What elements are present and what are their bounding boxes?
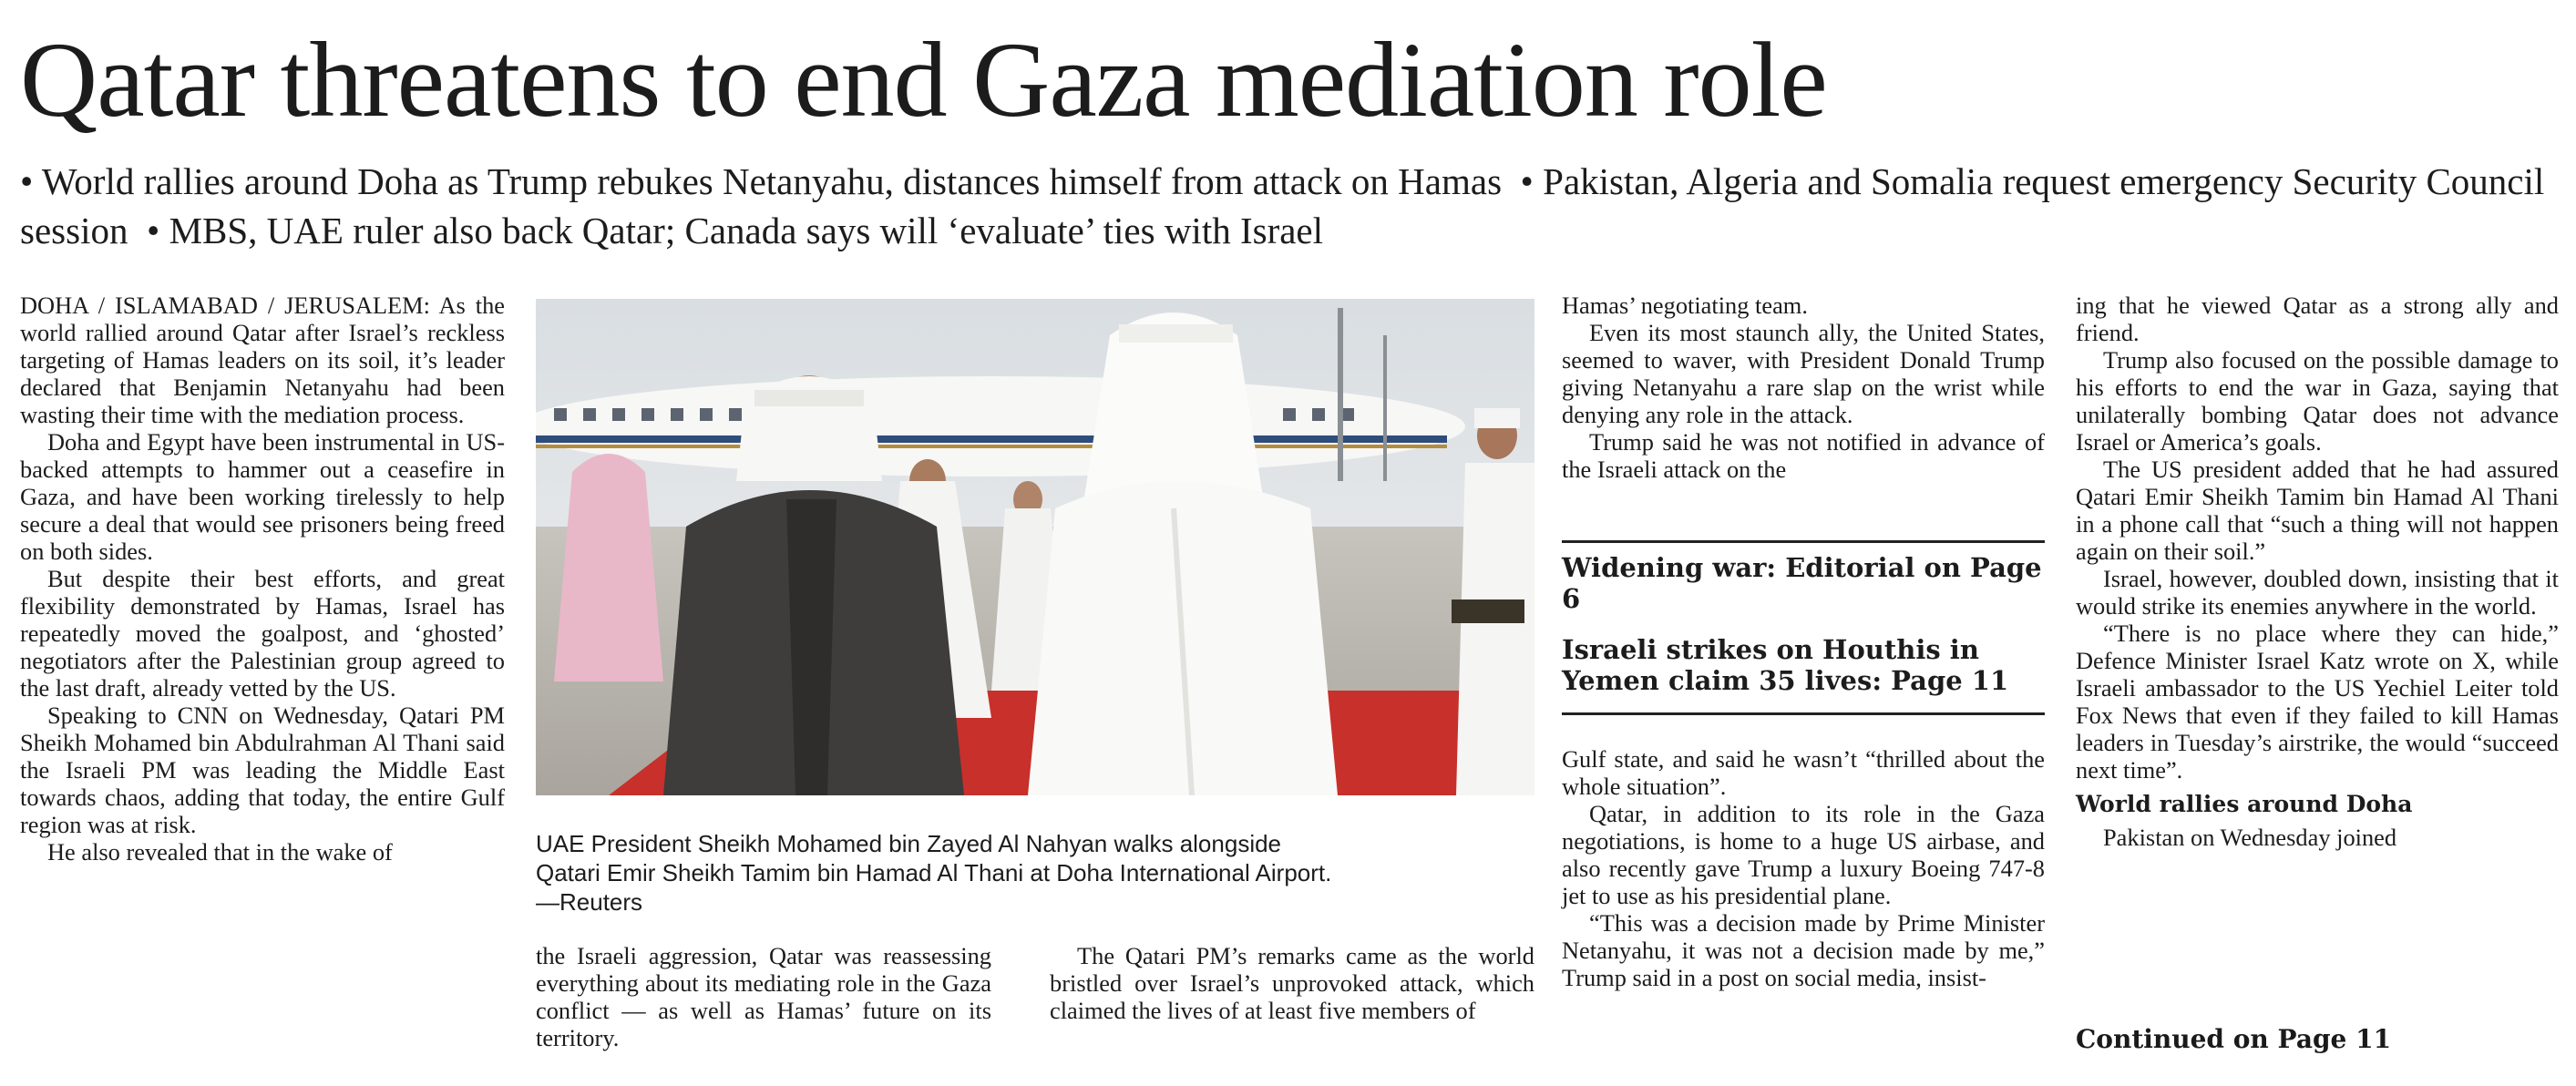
caption-line: Qatari Emir Sheikh Tamim bin Hamad Al Thani at Doha International Airport.: [536, 859, 1332, 886]
promo-editorial[interactable]: Widening war: Editorial on Page 6: [1562, 552, 2042, 614]
subhead: World rallies around Doha: [2076, 791, 2413, 817]
body-paragraph: Doha and Egypt have been instrumental in US-backed attempts to hammer out a ceasefire in Gaza, and have been working tirelessly to help secure a deal that would see prisoners being freed on both sides.: [20, 428, 505, 565]
body-paragraph: Hamas’ negotiating team.: [1562, 292, 1808, 319]
body-paragraph: the Israeli aggression, Qatar was reassessing everything about its mediating role in the Gaza conflict — as well as Hamas’ future on its territory.: [536, 942, 991, 1051]
photo-illustration: [536, 299, 1534, 795]
deck-bullet: •: [1520, 160, 1534, 202]
article-column-1: [20, 292, 505, 866]
article-column-5: [2076, 292, 2559, 851]
deck-item: Pakistan, Algeria and Somalia request emergency Security Council session: [20, 160, 2545, 251]
caption-credit: —Reuters: [536, 888, 643, 916]
promo-rule-bottom: [1562, 712, 2045, 715]
headline: Qatar threatens to end Gaza mediation role: [20, 20, 1827, 139]
promo-houthis[interactable]: Israeli strikes on Houthis in Yemen claim 35 lives: Page 11: [1562, 634, 2009, 696]
news-photo: [536, 299, 1534, 795]
article-column-2: [536, 942, 991, 1051]
body-paragraph: Trump said he was not notified in advance of the Israeli attack on the: [1562, 428, 2045, 483]
body-paragraph: Qatar, in addition to its role in the Gaza negotiations, is home to a huge US airbase, and also recently gave Trump a luxury Boeing 747-8 jet to use as his presidential plane.: [1562, 800, 2045, 909]
deck-item: World rallies around Doha as Trump rebukes Netanyahu, distances himself from attack on Hamas: [41, 160, 1503, 202]
continued-link[interactable]: Continued on Page 11: [2076, 1024, 2392, 1054]
body-paragraph: Gulf state, and said he wasn’t “thrilled about the whole situation”.: [1562, 745, 2045, 800]
deck: [20, 157, 2562, 255]
body-paragraph: But despite their best efforts, and great flexibility demonstrated by Hamas, Israel has repeatedly moved the goalpost, and ‘ghosted’ negotiators after the Palestinian group agreed to the last draft, already vetted by the US.: [20, 565, 505, 702]
body-paragraph: “There is no place where they can hide,” Defence Minister Israel Katz wrote on X, while Israeli ambassador to the US Yechiel Leiter told Fox News that even if they failed to kill Hamas leaders in Tuesday’s airstrike, the would “succeed next time”.: [2076, 620, 2559, 784]
promo-rule-top: [1562, 540, 2045, 543]
dateline-paragraph: DOHA / ISLAMABAD / JERUSALEM: As the world rallied around Qatar after Israel’s reckless targeting of Hamas leaders on its soil, it’s leader declared that Benjamin Netanyahu had been wasting their time with the mediation process.: [20, 292, 505, 428]
body-paragraph: ing that he viewed Qatar as a strong ally and friend.: [2076, 292, 2559, 346]
deck-item: MBS, UAE ruler also back Qatar; Canada says will ‘evaluate’ ties with Israel: [169, 210, 1324, 251]
body-paragraph: “This was a decision made by Prime Minister Netanyahu, it was not a decision made by me,” Trump said in a post on social media, insist-: [1562, 909, 2045, 991]
deck-bullet: •: [146, 210, 160, 251]
body-paragraph: Even its most staunch ally, the United States, seemed to waver, with President Donald Trump giving Netanyahu a rare slap on the wrist while denying any role in the attack.: [1562, 319, 2045, 428]
photo-caption: [536, 829, 1538, 917]
body-paragraph: Trump also focused on the possible damage to his efforts to end the war in Gaza, saying that unilaterally bombing Qatar does not advance Israel or America’s goals.: [2076, 346, 2559, 456]
body-paragraph: He also revealed that in the wake of: [47, 838, 393, 866]
article-column-4-bottom: [1562, 745, 2045, 991]
body-paragraph: Pakistan on Wednesday joined: [2103, 824, 2397, 851]
body-paragraph: The Qatari PM’s remarks came as the world bristled over Israel’s unprovoked attack, which claimed the lives of at least five members of: [1050, 942, 1534, 1024]
body-paragraph: Speaking to CNN on Wednesday, Qatari PM Sheikh Mohamed bin Abdulrahman Al Thani said the Israeli PM was leading the Middle East towards chaos, adding that today, the entire Gulf region was at risk.: [20, 702, 505, 838]
body-paragraph: The US president added that he had assured Qatari Emir Sheikh Tamim bin Hamad Al Thani in a phone call that “such a thing will not happen again on their soil.”: [2076, 456, 2559, 565]
article-column-3: [1050, 942, 1534, 1024]
deck-bullet: •: [20, 160, 34, 202]
caption-line: UAE President Sheikh Mohamed bin Zayed Al Nahyan walks alongside: [536, 830, 1282, 857]
body-paragraph: Israel, however, doubled down, insisting that it would strike its enemies anywhere in the world.: [2076, 565, 2559, 620]
article-column-4-top: [1562, 292, 2045, 483]
